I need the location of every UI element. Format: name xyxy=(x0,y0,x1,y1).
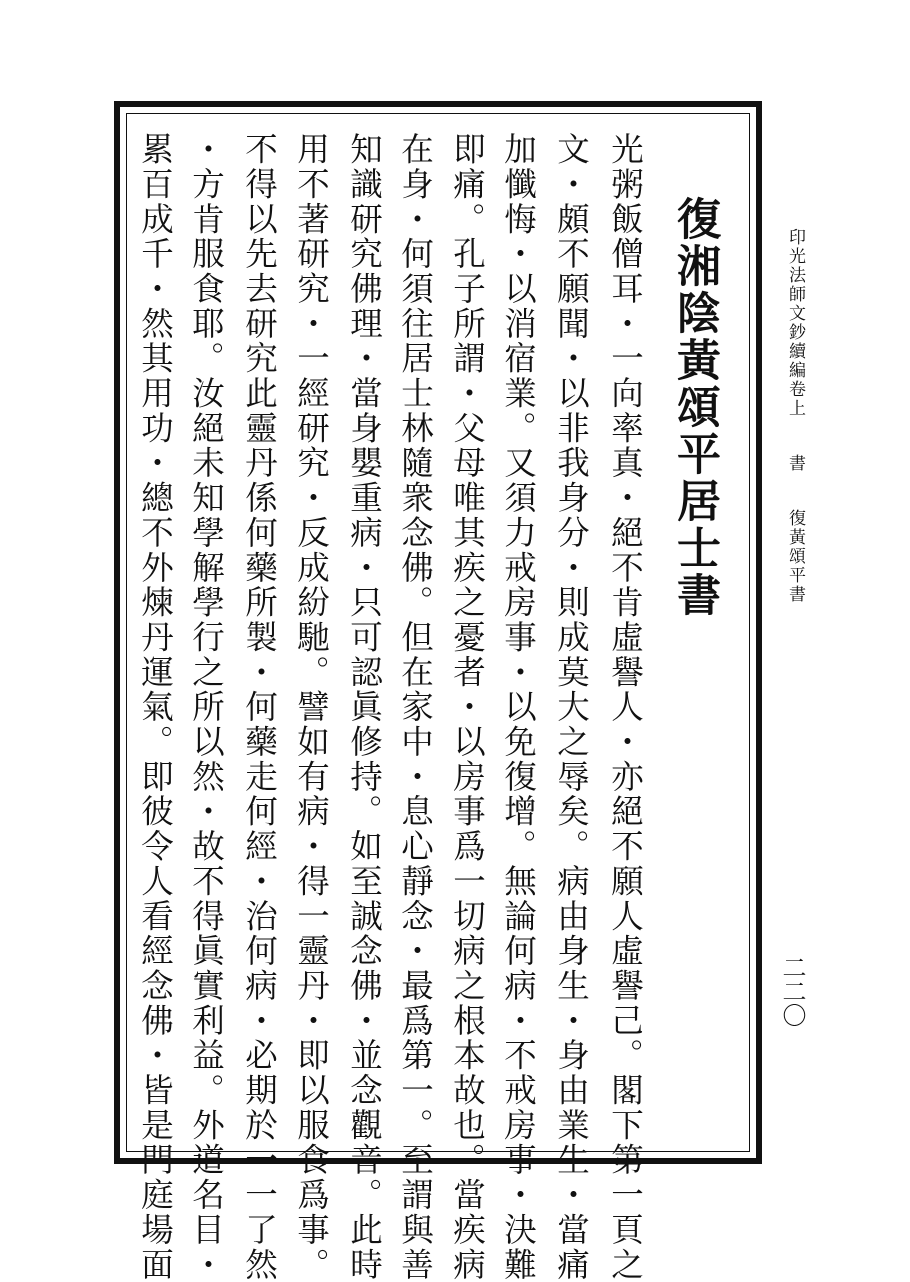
running-header-book-title: 印光法師文鈔續編卷上 xyxy=(785,228,805,418)
body-column-9: ・方肯服食耶。汝絕未知學解學行之所以然・故不得眞實利益。外道名目・ xyxy=(187,132,226,1282)
running-header xyxy=(786,228,803,604)
running-header-section: 書 xyxy=(785,454,805,473)
body-column-6: 知識研究佛理・當身嬰重病・只可認眞修持。如至誠念佛・並念觀音。此時 xyxy=(345,132,384,1282)
body-column-4: 即痛。孔子所謂・父母唯其疾之憂者・以房事爲一切病之根本故也。當疾病 xyxy=(448,132,487,1282)
running-header-letter-title: 復黃頌平書 xyxy=(785,509,805,604)
body-column-5: 在身・何須往居士林隨衆念佛。但在家中・息心靜念・最爲第一。至謂與善 xyxy=(396,132,435,1282)
body-column-8: 不得以先去研究此靈丹係何藥所製・何藥走何經・治何病・必期於一一了然 xyxy=(240,132,279,1282)
body-column-2: 文・頗不願聞・以非我身分・則成莫大之辱矣。病由身生・身由業生・當痛 xyxy=(552,132,591,1282)
body-column-3: 加懺悔・以消宿業。又須力戒房事・以免復增。無論何病・不戒房事・決難 xyxy=(499,132,538,1282)
body-column-7: 用不著研究・一經研究・反成紛馳。譬如有病・得一靈丹・即以服食爲事。 xyxy=(292,132,331,1282)
page-number: 二二〇 xyxy=(778,955,806,1027)
body-column-1: 光粥飯僧耳・一向率真・絕不肯虛譽人・亦絕不願人虛譽己。閣下第一頁之 xyxy=(606,132,645,1282)
letter-title: 復湘陰黃頌平居士書 xyxy=(669,196,720,619)
body-column-10: 累百成千・然其用功・總不外煉丹運氣。即彼令人看經念佛・皆是門庭場面 xyxy=(136,132,175,1282)
